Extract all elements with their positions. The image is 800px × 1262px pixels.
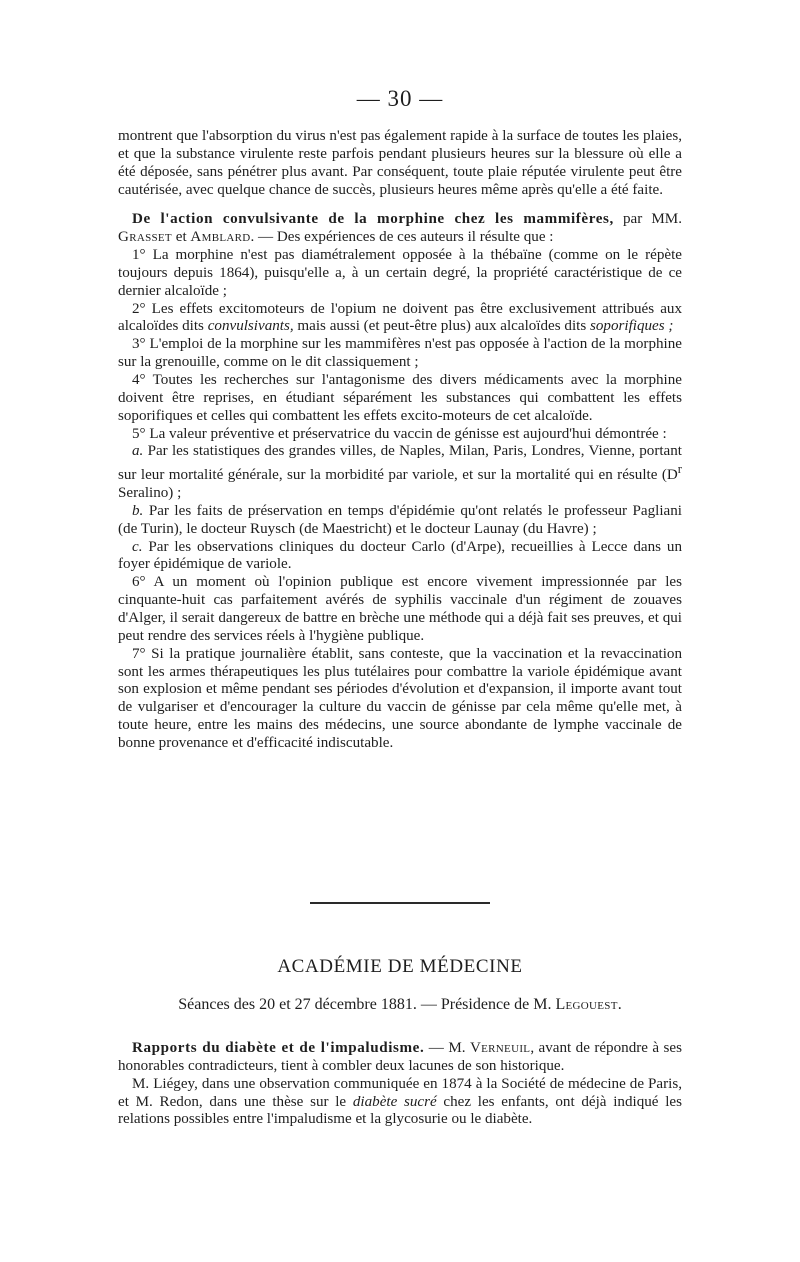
list-item-3: 3° L'emploi de la morphine sur les mammifères n'est pas opposée à l'action de la morphine sur la grenouille, comme on le dit classiquement ; [118,336,682,371]
sub-letter-b: b. [132,502,144,519]
list-item-5a [118,443,682,503]
list-item-5c [118,539,682,575]
authors-and: et [171,229,191,246]
list-item-5b [118,503,682,539]
morphine-heading-rest: . — Des expériences de ces auteurs il résulte que : [250,229,554,246]
list-item-2 [118,301,682,337]
list-item-5: 5° La valeur préventive et préservatrice du vaccin de génisse est aujourd'hui démontrée : [132,425,667,442]
sub-letter-c: c. [132,538,143,555]
intro-paragraph: montrent que l'absorption du virus n'est pas également rapide à la surface de toutes les plaies, et que la substance virulente reste parfois pendant plusieurs heures sur la blessure où elle a été déposée, sans pénétrer plus avant. Par conséquent, toute plaie réputée virulente peut être cautérisée, avec quelque chance de succès, plusieurs heures même après qu'elle a été faite. [118,128,682,198]
diabete-p2-italic: diabète sucré [352,1093,437,1110]
list-item-6: 6° A un moment où l'opinion publique est encore vivement impressionnée par les cinquante-huit cas parfaitement avérés de syphilis vaccinale d'un régiment de zouaves d'Alger, il serait dangereux de battre en brèche une méthode qui a déjà fait ses preuves, et qui peut rendre des services réels à l'hygiène publique. [118,574,682,644]
diabete-text: , avant de répondre à ses honorables contradicteurs, tient à combler deux lacunes de son historique. [118,1040,682,1074]
seances-text: Séances des 20 et 27 décembre 1881. — Présidence de M. [178,996,556,1013]
article-body-bottom [118,1040,682,1129]
page-number: — 30 — [356,86,444,111]
author-grasset: Grasset [118,229,172,246]
sub-letter-a: a. [132,443,144,460]
diabete-heading: Rapports du diabète et de l'impaludisme. [132,1040,425,1056]
list-item-2-italic-a: convulsivants, [207,318,294,335]
president-name: Legouest [555,996,618,1013]
diabete-paragraph-2 [118,1076,682,1130]
list-item-5c-text: Par les observations cliniques du docteur Carlo (d'Arpe), recueillies à Lecce dans un foyer épidémique de variole. [118,538,682,573]
morphine-heading-paragraph [118,211,682,247]
morphine-heading: De l'action convulsivante de la morphine chez les mammifères, [132,211,614,228]
list-item-7: 7° Si la pratique journalière établit, sans conteste, que la vaccination et la revaccination sont les armes thérapeutiques les plus tutélaires pour combattre la variole épidémique avant son explosion et même pendant ses périodes d'évolution et d'expansion, il importe avant tout de vulgariser et d'encourager la culture du vaccin de génisse par cela même qu'elle met, à toute heure, entre les mains des médecins, une source abondante de lymphe vaccinale de bonne provenance et d'efficacité indiscutable. [118,645,682,751]
seances-suffix: . [617,996,622,1013]
list-item-5a-text-a: Par les statistiques des grandes villes, de Naples, Milan, Paris, Londres, Vienne, portant sur leur mortalité générale, sur la morbidité par variole, et sur la mortalité qui en résulte (D [118,443,682,484]
list-item-5b-text: Par les faits de préservation en temps d'épidémie qu'ont relatés le professeur Pagliani (de Turin), le docteur Ruysch (de Maestricht) et le docteur Launay (du Havre) ; [118,502,682,537]
academy-title: ACADÉMIE DE MÉDECINE [277,956,523,977]
article-body-top [118,128,682,753]
diabete-paragraph [118,1040,682,1076]
list-item-2-text-b: mais aussi (et peut-être plus) aux alcaloïdes dits [293,318,590,335]
list-item-4: 4° Toutes les recherches sur l'antagonisme des divers médicaments avec la morphine doivent être reprises, en étudiant séparément les substances qui combattent les effets soporifiques et celles qui combattent les effets excito-moteurs de cet alcaloïde. [118,371,682,424]
diabete-p2-text-b: chez les enfants, ont déjà indiqué les relations possibles entre l'impaludisme et la glycosurie ou le diabète. [118,1093,682,1128]
seances-line [0,996,800,1014]
author-amblard: Amblard [190,229,251,246]
author-verneuil: Verneuil [469,1040,531,1056]
list-item-5a-sup: r [677,462,682,477]
list-item-5a-text-b: Seralino) ; [118,485,182,502]
list-item-2-italic-b: soporifiques ; [589,318,674,335]
section-divider [310,902,490,904]
list-item-1: 1° La morphine n'est pas diamétralement opposée à la thébaïne (comme on le répète toujours depuis 1864), puisqu'elle a, à un certain degré, la propriété caractéristique de ce dernier alcaloïde ; [118,247,682,299]
diabete-p2-text-a: M. Liégey, dans une observation communiquée en 1874 à la Société de médecine de Paris, et M. Redon, dans une thèse sur le [118,1075,682,1110]
authors-prefix: par MM. [613,211,683,228]
list-item-2-text-a: 2° Les effets excitomoteurs de l'opium ne doivent pas être exclusivement attribués aux alcaloïdes dits [118,300,682,335]
diabete-dash: — M. [424,1040,470,1056]
